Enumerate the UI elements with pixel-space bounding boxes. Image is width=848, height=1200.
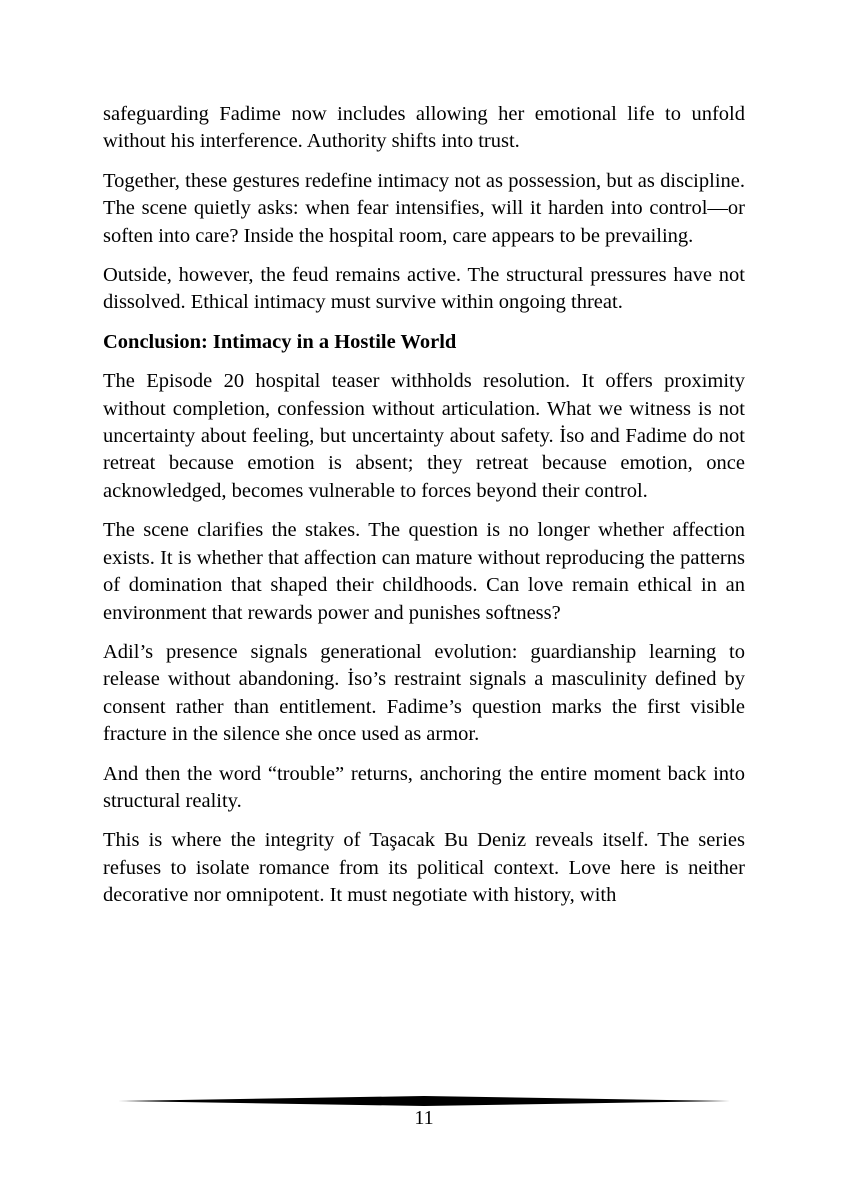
paragraph: safeguarding Fadime now includes allowing her emotional life to unfold without his interference. Authority shifts into trust.: [103, 103, 745, 153]
paragraph: This is where the integrity of Taşacak Bu Deniz reveals itself. The series refuses to isolate romance from its political context. Love here is neither decorative nor omnipotent. It must negotiate with history, with: [103, 829, 745, 907]
paragraph: Adil’s presence signals generational evolution: guardianship learning to release without abandoning. İso’s restraint signals a masculinity defined by consent rather than entitlement. Fadime’s question marks the first visible fracture in the silence she once used as armor.: [103, 640, 745, 746]
page-body: [103, 101, 745, 922]
paragraph: Together, these gestures redefine intimacy not as possession, but as discipline. The scene quietly asks: when fear intensifies, will it harden into control—or soften into care? Inside the hospital room, care appears to be prevailing.: [103, 169, 745, 247]
paragraph: And then the word “trouble” returns, anchoring the entire moment back into structural reality.: [103, 762, 745, 812]
section-heading: Conclusion: Intimacy in a Hostile World: [103, 330, 457, 353]
paragraph: The scene clarifies the stakes. The question is no longer whether affection exists. It is whether that affection can mature without reproducing the patterns of domination that shaped their childhoods. Can love remain ethical in an environment that rewards power and punishes softness?: [103, 519, 745, 624]
page-number: 11: [414, 1107, 434, 1129]
paragraph: Outside, however, the feud remains active. The structural pressures have not dissolved. Ethical intimacy must survive within ongoing threat.: [103, 264, 745, 314]
paragraph: The Episode 20 hospital teaser withholds resolution. It offers proximity without completion, confession without articulation. What we witness is not uncertainty about feeling, but uncertainty about safety. İso and Fadime do not retreat because emotion is absent; they retreat because emotion, once acknowledged, becomes vulnerable to forces beyond their control.: [103, 370, 745, 502]
